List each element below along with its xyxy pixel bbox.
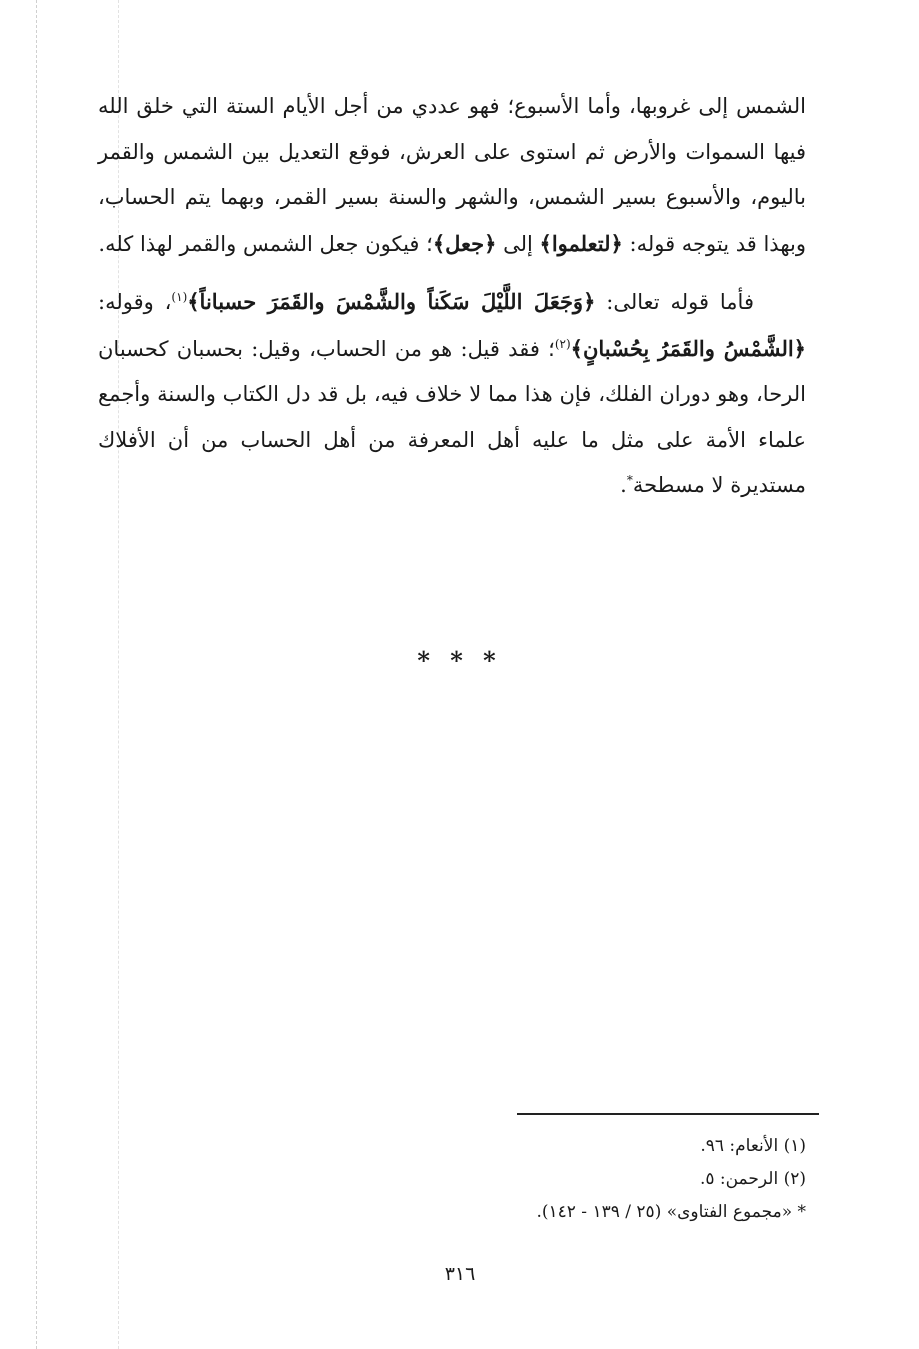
footnote-1: (١) الأنعام: ٩٦. [700, 1136, 806, 1156]
text-segment: فأما قوله تعالى: [595, 290, 754, 314]
quran-quote: ﴿الشَّمْسُ والقَمَرُ بِحُسْبانٍ﴾ [570, 335, 806, 361]
text-segment: ، وقوله: [98, 290, 172, 314]
quran-quote: ﴿وَجَعَلَ اللَّيْلَ سَكَناً والشَّمْسَ والقَمَرَ حسباناً﴾ [187, 289, 596, 314]
footnote-divider [517, 1113, 819, 1115]
paragraph-1 [98, 84, 806, 267]
text-segment: إلى [496, 231, 540, 256]
page-number: ٣١٦ [444, 1263, 476, 1285]
text-segment: ؛ فيكون جعل الشمس والقمر لهذا كله. [98, 231, 433, 256]
footnote-2: (٢) الرحمن: ٥. [699, 1169, 806, 1189]
text-segment: . [620, 473, 627, 497]
footnote-marker: * [626, 473, 633, 487]
footnote-marker: (١) [171, 290, 188, 304]
quran-quote: ﴿جعل﴾ [432, 230, 497, 256]
footnotes [300, 1130, 806, 1229]
paragraph-2 [98, 279, 806, 509]
text-segment: ؛ فقد قيل: هو من الحساب، وقيل: بحسبان كحسبان الرحا، وهو دوران الفلك، فإن هذا مما لا خلاف فيه، بل قد دل الكتاب والسنة وأجمع علماء الأمة على مثل ما عليه أهل المعرفة من أهل الحساب من أن الأفلاك مستديرة لا مسطحة [98, 336, 806, 497]
main-text [98, 84, 806, 509]
text-segment: الشمس إلى غروبها، وأما الأسبوع؛ فهو عددي من أجل الأيام الستة التي خلق الله فيها السموات والأرض ثم استوى على العرش، فوقع التعديل بين الشمس والقمر باليوم، والأسبوع بسير الشمس، والشهر والسنة بسير القمر، وبهما يتم الحساب، وبهذا قد يتوجه قوله: [98, 94, 806, 256]
quran-quote: ﴿لتعلموا﴾ [539, 230, 623, 256]
footnote-source: * «مجموع الفتاوى» (٢٥ / ١٣٩ - ١٤٢). [536, 1202, 806, 1222]
footnote-marker: (٢) [554, 336, 571, 351]
section-separator: * * * [417, 646, 502, 675]
